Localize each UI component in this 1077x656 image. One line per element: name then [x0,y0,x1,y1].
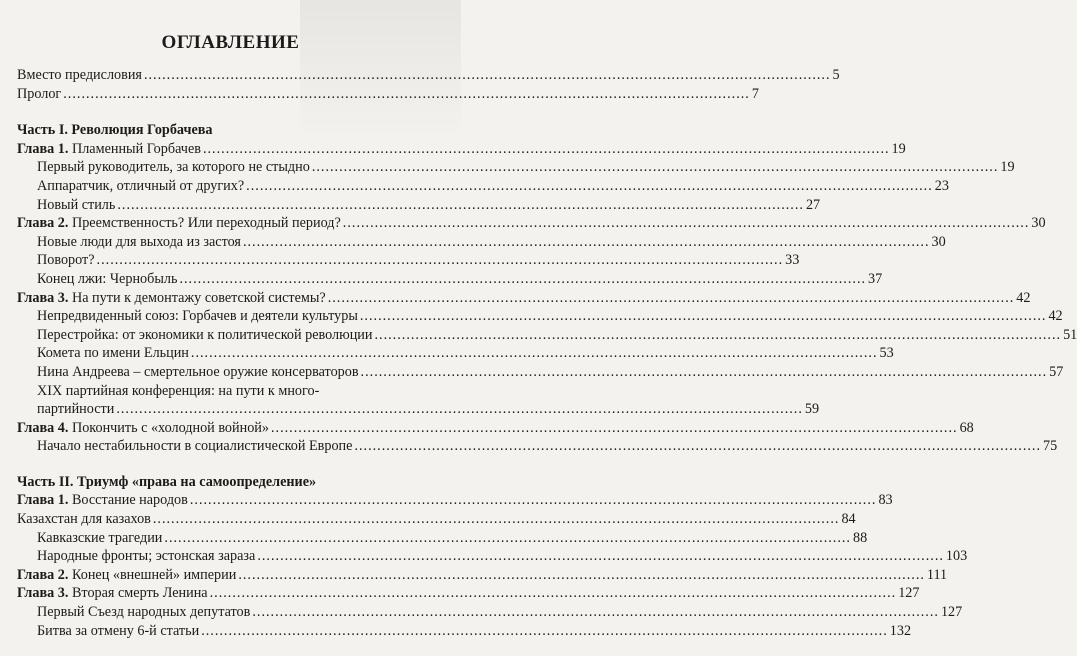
section-entry: Первый руководитель, за которого не стыдно ..... 19 [17,158,445,177]
section-entry: Битва за отмену 6-й статьи ..... 132 [17,622,445,641]
section-entry: Непредвиденный союз: Горбачев и деятели культуры ..... 42 [17,307,445,326]
toc-entry: Пролог ..... 7 [17,85,445,104]
section-entry: Народные фронты; эстонская зараза ..... 103 [17,547,445,566]
section-entry: Комета по имени Ельцин ..... 53 [17,344,445,363]
section-entry: Начало нестабильности в социалистической Европе ..... 75 [17,437,445,456]
chapter-entry: Глава 3. Вторая смерть Ленина ..... 127 [17,584,445,603]
section-entry: Перестройка: от экономики к политической революции ..... 51 [17,326,445,345]
part-heading: Часть II. Триумф «права на самоопределение» [17,473,317,490]
chapter-entry: Глава 1. Восстание народов ..... 83 [17,491,445,510]
page-title: ОГЛАВЛЕНИЕ [161,32,300,53]
chapter-entry: Глава 1. Пламенный Горбачев ..... 19 [17,140,445,159]
section-entry-line1: XIX партийная конференция: на пути к много- [37,382,320,399]
section-entry: Аппаратчик, отличный от других? ..... 23 [17,177,445,196]
section-entry: Поворот? ..... 33 [17,251,445,270]
part-heading: Часть I. Революция Горбачева [17,122,213,139]
section-entry: Конец лжи: Чернобыль ..... 37 [17,270,445,289]
section-entry: Новые люди для выхода из застоя ..... 30 [17,233,445,252]
section-entry: Нина Андреева – смертельное оружие консерваторов ..... 57 [17,363,445,382]
section-entry: Первый Съезд народных депутатов ..... 127 [17,603,445,622]
chapter-entry: Глава 2. Конец «внешней» империи ..... 111 [17,566,445,585]
toc-entry: Казахстан для казахов ..... 84 [17,510,445,529]
section-entry: Новый стиль ..... 27 [17,196,445,215]
chapter-entry: Глава 3. На пути к демонтажу советской системы? ..... 42 [17,289,445,308]
section-entry: партийности ..... 59 [17,400,445,419]
table-of-contents [17,66,1077,640]
toc-entry: Вместо предисловия ..... 5 [17,66,445,85]
chapter-entry: Глава 2. Преемственность? Или переходный период? ..... 30 [17,214,445,233]
chapter-entry: Глава 4. Покончить с «холодной войной» ..... 68 [17,419,445,438]
section-entry: Кавказские трагедии ..... 88 [17,529,445,548]
